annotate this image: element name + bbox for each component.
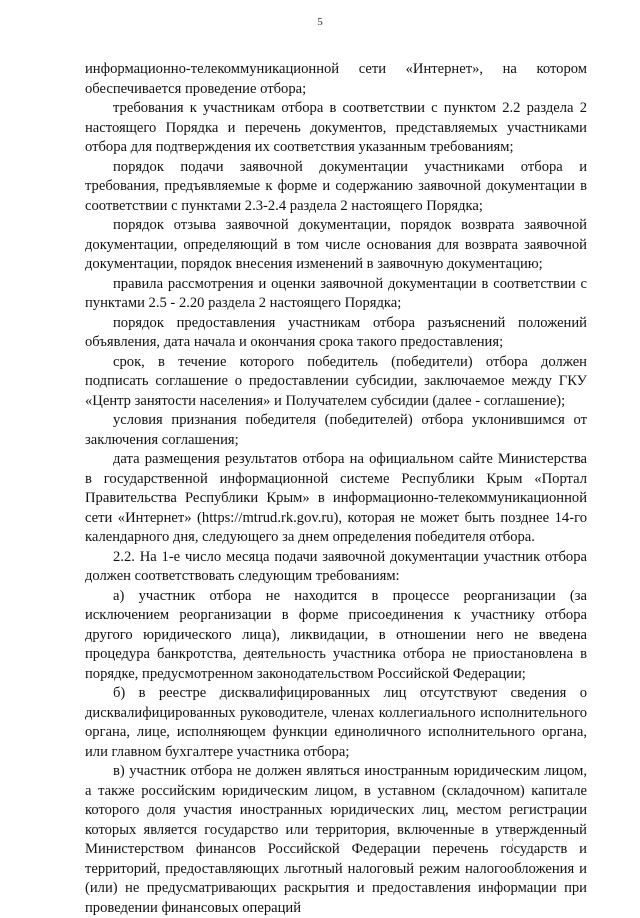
paragraph-item-b: б) в реестре дисквалифицированных лиц отсутствуют сведения о дисквалифицированных руководителе, членах коллегиального исполнительного органа, лице, исполняющем функции единоличного исполнительного органа, или главном бухгалтере участника отбора; bbox=[85, 685, 587, 760]
paragraph-clarifications: порядок предоставления участникам отбора разъяснений положений объявления, дата начала и окончания срока такого предоставления; bbox=[85, 314, 587, 350]
paragraph-evasion-conditions: условия признания победителя (победителей) отбора уклонившимся от заключения соглашения; bbox=[85, 412, 587, 448]
document-body bbox=[85, 60, 587, 918]
paragraph-item-v: в) участник отбора не должен являться иностранным юридическим лицом, а также российским юридическим лицом, в уставном (складочном) капитале которого доля участия иностранных юридических лиц, местом регистрации которых является государство или территория, включенные в утвержденный Министерством финансов Российской Федерации перечень государств и территорий, предоставляющих льготный налоговый режим налогообложения и (или) не предусматривающих раскрытия и предоставления информации при проведении финансовых операций bbox=[85, 763, 587, 916]
paragraph-review-rules: правила рассмотрения и оценки заявочной документации в соответствии с пунктами 2.5 - 2.20 раздела 2 настоящего Порядка; bbox=[85, 275, 587, 311]
page-number: 5 bbox=[317, 16, 323, 28]
paragraph-item-a: а) участник отбора не находится в процессе реорганизации (за исключением реорганизации в форме присоединения к участнику отбора другого юридического лица), ликвидации, в отношении него не введена процедура банкротства, деятельность участника отбора не приостановлена в порядке, предусмотренном законодательством Российской Федерации; bbox=[85, 587, 587, 682]
scan-artifact bbox=[512, 838, 515, 852]
paragraph-section-2-2: 2.2. На 1-е число месяца подачи заявочной документации участник отбора должен соответствовать следующим требованиям: bbox=[85, 548, 587, 584]
paragraph-signing-deadline: срок, в течение которого победитель (победители) отбора должен подписать соглашение о предоставлении субсидии, заключаемое между ГКУ «Центр занятости населения» и Получателем субсидии (далее - соглашение); bbox=[85, 353, 587, 409]
paragraph-submission-procedure: порядок подачи заявочной документации участниками отбора и требования, предъявляемые к форме и содержанию заявочной документации в соответствии с пунктами 2.3-2.4 раздела 2 настоящего Порядка; bbox=[85, 158, 587, 214]
paragraph-internet-continuation: информационно-телекоммуникационной сети «Интернет», на котором обеспечивается проведение отбора; bbox=[85, 61, 587, 97]
paragraph-results-publication: дата размещения результатов отбора на официальном сайте Министерства в государственной информационной системе Республики Крым «Портал Правительства Республики Крым» в информационно-телекоммуникационной сети «Интернет» (https://mtrud.rk.gov.ru), которая не может быть позднее 14-го календарного дня, следующего за днем определения победителя отбора. bbox=[85, 451, 587, 545]
paragraph-withdrawal-procedure: порядок отзыва заявочной документации, порядок возврата заявочной документации, определяющий в том числе основания для возврата заявочной документации, порядок внесения изменений в заявочную документацию; bbox=[85, 217, 587, 272]
paragraph-participant-requirements: требования к участникам отбора в соответствии с пунктом 2.2 раздела 2 настоящего Порядка и перечень документов, представляемых участниками отбора для подтверждения их соответствия указанным требованиям; bbox=[85, 100, 587, 155]
